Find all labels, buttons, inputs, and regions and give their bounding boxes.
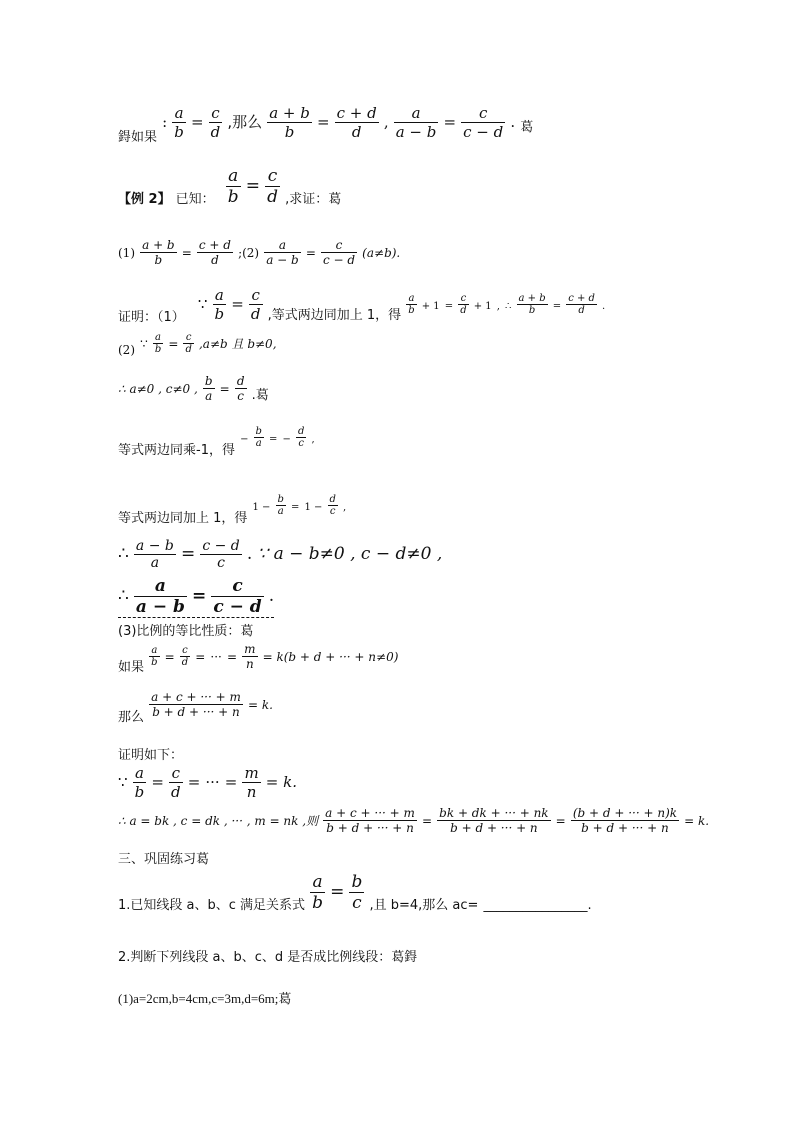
frac-c-d: $\frac{c}{d}$ <box>267 166 278 207</box>
frac-cpd-d: $\frac{c + d}{d}$ <box>336 104 377 141</box>
ak-line: ∴ a = bk , c = dk , ··· , m = nk ,则 $\frac{a + c + \cdot\cdot\cdot + m}{b + d + \cdot\cdot\cdot + n}$ = $\frac{bk + dk + \cdot\cdot\cdot + nk}{b + d + \cdot\cdot\cdot + n}$ = $\frac{(b + d + \cdot\cdot\cdot + n)k}{b + d + \cdot\cdot\cdot + n}$ = k. <box>118 806 710 835</box>
frac-c-d: $\frac{c}{d}$ <box>210 104 221 141</box>
because-line: ∴ $\frac{a - b}{a}$ = $\frac{c - d}{c}$ . ∵ a − b≠0 , c − d≠0 , <box>118 538 443 571</box>
frac-apb-b: $\frac{a + b}{b}$ <box>269 104 310 141</box>
proof-as-follows: 证明如下： <box>118 748 184 763</box>
conclusion-line: ∴ $\frac{a}{a - b}$ = $\frac{c}{c - d}$ . <box>118 576 275 617</box>
section-3-title: 三、巩固练习葛 <box>118 852 210 867</box>
question-2: 2.判断下列线段 a、b、c、d 是否成比例线段：葛鍀 <box>118 950 418 965</box>
line-1: $_{鍀如果}$ : $\frac{a}{b}$ = $\frac{c}{d}$ ,那么 $\frac{a + b}{b}$ = $\frac{c + d}{d}$ , $\frac{a}{a - b}$ = $\frac{c}{c - d}$ . $_葛$ <box>118 104 534 145</box>
question-1: $_{1.已知线段 a、b、c 满足关系式}$ $\frac{a}{b}$ = $\frac{b}{c}$ $_{,且 b=4,那么 ac=}$ $_{\_\_\_\_\_\_\_\_\_\_\_\_\_\_\_\_.}$ <box>118 872 592 913</box>
example-2: $_{【例 2】}$ $_{已知:}$ $\frac{a}{b}$ = $\frac{c}{d}$ $_{,求证:葛}$ <box>118 166 342 207</box>
l1-mid: ,那么 <box>227 113 263 131</box>
example-label: 【例 2】 <box>118 192 171 207</box>
frac-a-b: $\frac{a}{b}$ <box>174 104 184 141</box>
l1-colon: : <box>162 113 168 131</box>
frac-c-cmd: $\frac{c}{c - d}$ <box>463 104 504 141</box>
if-line: $_{如果}$ $\frac{a}{b}$ = $\frac{c}{d}$ = ··· = $\frac{m}{n}$ = k(b + d + ··· + n≠0) <box>118 642 399 675</box>
frac-a-b: $\frac{a}{b}$ <box>227 166 239 207</box>
proof-2-line: $_{(2)}$ ∵ $\frac{a}{b}$ = $\frac{c}{d}$ ,a≠b 且 b≠0, <box>118 332 277 357</box>
add-one-again: $_{等式两边同加上 1,得}$ 1 − $\frac{b}{a}$ = 1 − $\frac{d}{c}$ , <box>118 494 347 526</box>
then-line: $_{那么}$ $\frac{a + c + \cdot\cdot\cdot + m}{b + d + \cdot\cdot\cdot + n}$ = k. <box>118 690 273 725</box>
l1-prefix: 鍀如果 <box>118 130 158 145</box>
proof-2-therefore: ∴ a≠0 , c≠0 , $\frac{b}{a}$ = $\frac{d}{c}$ $_{.葛}$ <box>118 374 269 403</box>
to-prove-line: (1) $\frac{a + b}{b}$ = $\frac{c + d}{d}$ ;(2) $\frac{a}{a - b}$ = $\frac{c}{c - d}$ (a≠b). <box>118 238 401 267</box>
proof-1: $_{证明:(1)}$ ∵ $\frac{a}{b}$ = $\frac{c}{d}$ $_{,等式两边同加上 1,得}$ $\frac{a}{b}$ + 1 = $\frac{c}{d}$ + 1 , ∴ $\frac{a + b}{b}$ = $\frac{c + d}{d}$ . <box>118 286 606 325</box>
frac-a-amb: $\frac{a}{a - b}$ <box>395 104 437 141</box>
question-2-part-1: (1)a=2cm,b=4cm,c=3m,d=6m;葛 <box>118 991 292 1006</box>
ratio-k-line: ∵ $\frac{a}{b}$ = $\frac{c}{d}$ = ··· = $\frac{m}{n}$ = k. <box>118 764 297 801</box>
property-3-title: (3)比例的等比性质：葛 <box>118 624 254 639</box>
answer-blank[interactable]: ________________. <box>483 898 592 913</box>
multiply-neg1: $_{等式两边同乘-1,得}$ − $\frac{b}{a}$ = − $\frac{d}{c}$ , <box>118 426 315 458</box>
